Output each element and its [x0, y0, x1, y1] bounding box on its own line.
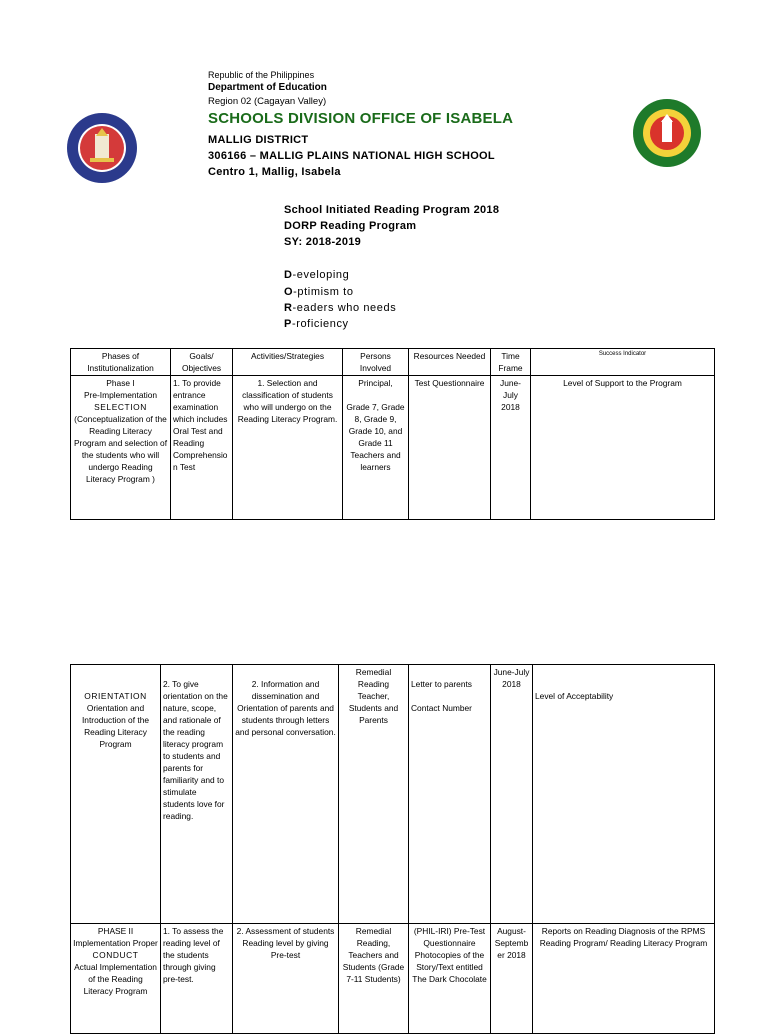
resources-cell: Letter to parents Contact Number: [409, 665, 491, 924]
resources-cell: Test Questionnaire: [409, 376, 491, 520]
program-subtitle: DORP Reading Program: [284, 220, 417, 232]
acronym-d: D-eveloping: [284, 269, 350, 281]
deped-seal-logo: [66, 112, 138, 184]
time-cell: August-September 2018: [491, 924, 533, 1034]
program-table-1: [70, 348, 715, 520]
phase-cell: Phase I Pre-Implementation SELECTION (Conceptualization of the Reading Literacy Program and selection of the students who will undergo Reading Literacy Program ): [71, 376, 171, 520]
header-goals: Goals/ Objectives: [171, 349, 233, 376]
time-cell: June-July 2018: [491, 665, 533, 924]
sdo-isabela-logo: [632, 98, 702, 168]
activities-cell: 1. Selection and classification of students who will undergo on the Reading Literacy Program.: [233, 376, 343, 520]
persons-cell: Remedial Reading, Teachers and Students (Grade 7-11 Students): [339, 924, 409, 1034]
indicator-cell: Level of Support to the Program: [531, 376, 715, 520]
header-indicator: Success Indicator: [531, 349, 715, 376]
region-text: Region 02 (Cagayan Valley): [208, 96, 327, 107]
table-row: [71, 665, 715, 924]
school-year: SY: 2018-2019: [284, 236, 362, 248]
table-header-row: [71, 349, 715, 376]
acronym-o: O-ptimism to: [284, 286, 354, 298]
persons-cell: Principal, Grade 7, Grade 8, Grade 9, Grade 10, and Grade 11 Teachers and learners: [343, 376, 409, 520]
header-phases: Phases of Institutionalization: [71, 349, 171, 376]
activities-cell: 2. Assessment of students Reading level by giving Pre-test: [233, 924, 339, 1034]
department-text: Department of Education: [208, 82, 327, 93]
acronym-p: P-roficiency: [284, 318, 349, 330]
table-row: [71, 376, 715, 520]
header-time: Time Frame: [491, 349, 531, 376]
district-text: MALLIG DISTRICT: [208, 134, 309, 146]
header-activities: Activities/Strategies: [233, 349, 343, 376]
header-resources: Resources Needed: [409, 349, 491, 376]
phase-cell: ORIENTATION Orientation and Introduction of the Reading Literacy Program: [71, 665, 161, 924]
resources-cell: (PHIL-IRI) Pre-Test Questionnaire Photocopies of the Story/Text entitled The Dark Chocolate: [409, 924, 491, 1034]
school-address: Centro 1, Mallig, Isabela: [208, 166, 341, 178]
acronym-r: R-eaders who needs: [284, 302, 397, 314]
republic-text: Republic of the Philippines: [208, 70, 315, 80]
table-row: [71, 924, 715, 1034]
school-name: 306166 – MALLIG PLAINS NATIONAL HIGH SCHOOL: [208, 150, 495, 162]
header-persons: Persons Involved: [343, 349, 409, 376]
indicator-cell: Reports on Reading Diagnosis of the RPMS Reading Program/ Reading Literacy Program: [533, 924, 715, 1034]
indicator-cell: Level of Acceptability: [533, 665, 715, 924]
program-title: School Initiated Reading Program 2018: [284, 204, 500, 216]
activities-cell: 2. Information and dissemination and Orientation of parents and students through letters and personal conversation.: [233, 665, 339, 924]
goals-cell: 1. To assess the reading level of the students through giving pre-test.: [161, 924, 233, 1034]
division-title: SCHOOLS DIVISION OFFICE OF ISABELA: [208, 110, 514, 127]
program-table-2: [70, 664, 715, 1034]
phase-cell: PHASE II Implementation Proper CONDUCT Actual Implementation of the Reading Literacy Program: [71, 924, 161, 1034]
time-cell: June-July 2018: [491, 376, 531, 520]
persons-cell: Remedial Reading Teacher, Students and Parents: [339, 665, 409, 924]
goals-cell: 2. To give orientation on the nature, scope, and rationale of the reading literacy program to students and parents for familiarity and to stimulate students love for reading.: [161, 665, 233, 924]
goals-cell: 1. To provide entrance examination which includes Oral Test and Reading Comprehension Test: [171, 376, 233, 520]
